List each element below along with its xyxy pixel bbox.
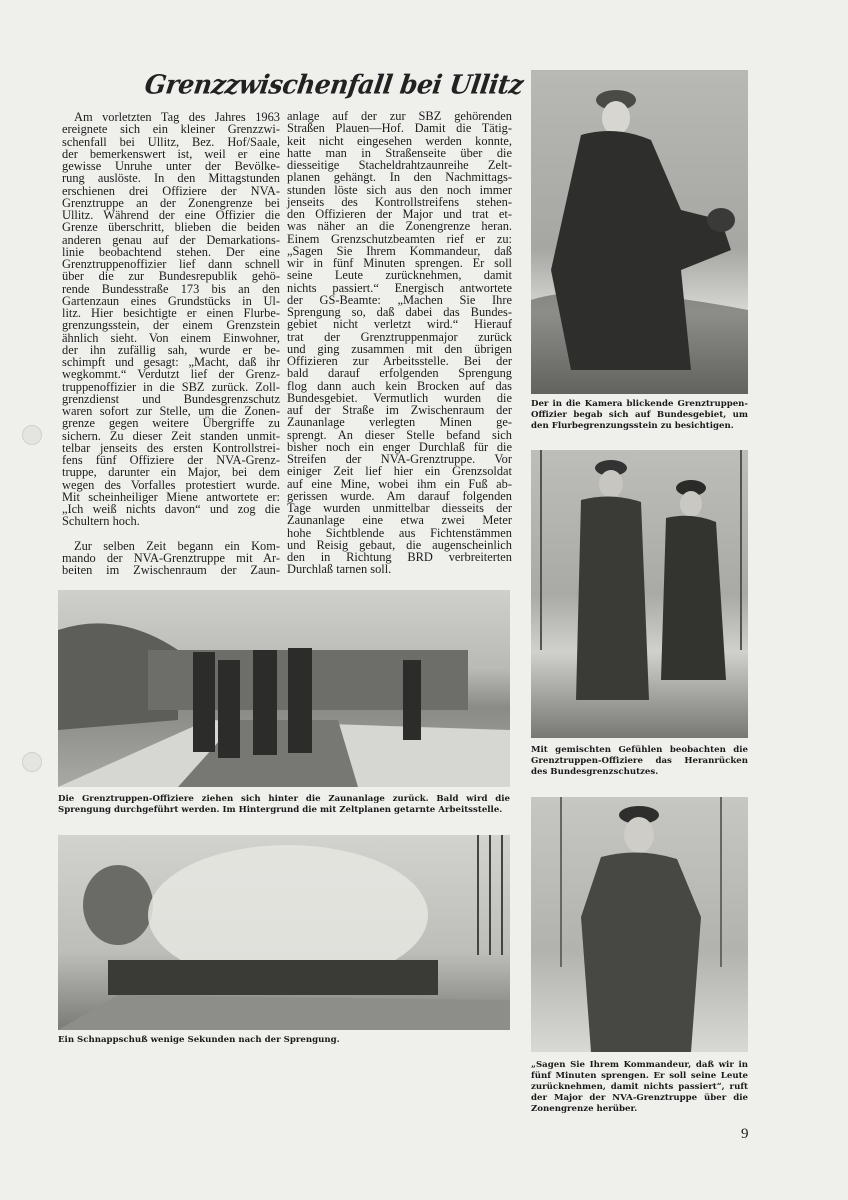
caption-line: Die Grenztruppen-Offiziere ziehen sich hinter die Zaunanlage zurück. Bald wird die <box>58 794 510 804</box>
text-line: Zaunanlage verlegten Minen ge- <box>287 415 512 430</box>
photo-major <box>531 797 748 1052</box>
text-line: sprengt. An dieser Stelle befand sich <box>287 427 512 442</box>
text-line: grenzungsstein, der einem Grenzstein <box>62 318 280 333</box>
text-line: Grenztruppenoffizier lief dann schnell <box>62 257 280 271</box>
text-line: litz. Hier besichtigte er einen Flurbe- <box>62 306 280 320</box>
text-line: der ihn zufällig sah, wurde er be- <box>62 342 280 357</box>
text-line: stunden löste sich aus den noch immer <box>287 182 512 197</box>
text-line: bisher noch ein enger Durchlaß für die <box>287 439 512 454</box>
text-line: mando der NVA-Grenztruppe mit Ar- <box>62 550 280 565</box>
text-line: hohe Sichtblende aus Fichtenstämmen <box>287 525 512 540</box>
text-line: rende Bundesstraße 173 bis an den <box>62 281 280 296</box>
text-line: Schultern hoch. <box>62 514 140 529</box>
text-line: Straßen Plauen—Hof. Damit die Tätig- <box>287 121 512 136</box>
text-line: Grenztruppe an der Zonengrenze bei <box>62 195 280 210</box>
text-line: der bemerkenswert ist, weil er eine <box>62 146 280 161</box>
caption-officers-retreat <box>58 794 510 816</box>
text-line: Durchlaß tarnen soll. <box>287 562 392 577</box>
text-line: schimpft und gesagt: „Macht, daß ihr <box>62 355 280 369</box>
text-line: anlage auf der zur SBZ gehörenden <box>287 109 512 123</box>
text-line: der GS-Beamte: „Machen Sie Ihre <box>287 292 512 307</box>
caption-explosion <box>58 1035 510 1046</box>
photo-officers-watching <box>531 450 748 738</box>
text-line: Bundesgebiet. Vermutlich wurden die <box>287 390 512 405</box>
text-line: trat der Grenztruppenmajor zurück <box>287 329 512 344</box>
text-line: Zaunanlage eine etwa zwei Meter <box>287 513 512 528</box>
text-line: truppe, darunter ein Major, bei dem <box>62 465 280 480</box>
text-line: Mit scheinheiliger Miene antwortete er: <box>62 489 280 504</box>
page-number: 9 <box>741 1126 749 1142</box>
text-line: Offizieren zur Arbeitsstelle. Bei der <box>287 354 512 368</box>
text-line: wir in fünf Minuten sprengen. Er soll <box>287 256 512 270</box>
text-line: planen gehängt. In den Nachmittags- <box>287 170 512 185</box>
text-line: gebiet nicht verletzt wird.“ Hierauf <box>287 317 512 332</box>
punch-hole <box>22 425 42 445</box>
text-line: sichern. Zu dieser Zeit standen unmit- <box>62 428 280 443</box>
text-line: „Ich weiß nichts davon“ und zog die <box>62 502 280 516</box>
text-line: Streifen der NVA-Grenztruppe. Vor <box>287 452 512 466</box>
caption-line: zurücknehmen, damit nichts passiert“, ruft <box>531 1082 748 1092</box>
text-line: grenze gegen weitere Übergriffe zu <box>62 416 280 431</box>
text-line: und ging zusammen mit den übrigen <box>287 341 512 356</box>
article-title: Grenzzwischenfall bei Ullitz <box>142 69 525 100</box>
text-line: flog dann auch kein Brocken auf das <box>287 378 512 393</box>
text-line: gewisse Unruhe unter der Bevölke- <box>62 159 280 173</box>
photo-explosion <box>58 835 510 1030</box>
text-line: truppenoffizier in die SBZ zurück. Zoll- <box>62 379 280 394</box>
text-line: Ullitz. Während der eine Offizier die <box>62 208 280 222</box>
text-line: über die zur Bundesrepublik gehö- <box>62 269 280 284</box>
text-line: was näher an die Zonengrenze heran. <box>287 219 512 234</box>
text-line: fens fünf Offiziere der NVA-Grenz- <box>62 453 280 467</box>
text-line: wegen des Vorfalles protestiert wurde. <box>62 477 280 492</box>
caption-officer-at-camera <box>531 399 748 432</box>
text-line: telbar jenseits des ersten Kontrollstrei- <box>62 440 280 455</box>
caption-line: fünf Minuten sprengen. Er soll seine Leute <box>531 1071 748 1081</box>
text-line: rung auslöste. In den Mittagstunden <box>62 171 280 186</box>
caption-line: Sprengung durchgeführt werden. Im Hintergrund die mit Zeltplanen getarnte Arbeitsstelle. <box>58 805 503 815</box>
text-line: diesseitige Stacheldrahtzaunreihe Zelt- <box>287 158 512 172</box>
caption-officers-watching <box>531 745 748 778</box>
text-line: den in Richtung BRD verbreiterten <box>287 550 512 564</box>
text-line: seine Leute zurücknehmen, damit <box>287 268 512 283</box>
text-line: auf eine Mine, wobei ihm ein Fuß ab- <box>287 476 512 491</box>
text-line: grenzdienst und Bundesgrenzschutz <box>62 391 280 406</box>
text-line: hatte man in Straßenseite über die <box>287 145 512 160</box>
text-line: keit nicht eingesehen werden konnte, <box>287 133 512 148</box>
text-line: schenfall bei Ullitz, Bez. Hof/Saale, <box>62 134 280 149</box>
text-line: jenseits des Kontrollstreifens stehen- <box>287 194 512 209</box>
text-line: Gartenzaun eines Grundstücks in Ul- <box>62 293 280 308</box>
caption-line: Der in die Kamera blickende Grenztruppen- <box>531 399 748 409</box>
text-line: beiten im Zwischenraum der Zaun- <box>62 563 280 577</box>
caption-line: der Major der NVA-Grenztruppe über die <box>531 1093 748 1103</box>
text-line: wegkommt.“ Verdutzt lief der Grenz- <box>62 367 280 382</box>
text-line: Sprengung so, daß dabei das Bundes- <box>287 305 512 319</box>
caption-line: den Flurbegrenzungsstein zu besichtigen. <box>531 421 734 431</box>
text-line: nichts passiert.“ Energisch antwortete <box>287 280 512 295</box>
caption-line: Mit gemischten Gefühlen beobachten die <box>531 745 748 755</box>
caption-line: Zonengrenze herüber. <box>531 1104 638 1114</box>
text-line: Einem Grenzschutzbeamten rief er zu: <box>287 231 512 246</box>
text-line: erschienen drei Offiziere der NVA- <box>62 183 280 198</box>
caption-line: „Sagen Sie Ihrem Kommandeur, daß wir in <box>531 1060 748 1070</box>
caption-line: des Bundesgrenzschutzes. <box>531 767 659 777</box>
photo-officers-retreat <box>58 590 510 787</box>
text-column-2 <box>287 110 512 576</box>
photo-officer-at-camera <box>531 70 748 394</box>
text-line: ähnlich sieht. Von einem Einwohner, <box>62 330 280 345</box>
text-line: bald darauf erfolgenden Sprengung <box>287 366 512 381</box>
text-line: linie beobachtend stehen. Der eine <box>62 244 280 259</box>
text-line: den Offizieren der Major und trat et- <box>287 207 512 221</box>
text-line: gerissen wurde. Am darauf folgenden <box>287 488 512 503</box>
caption-line: Grenztruppen-Offiziere das Heranrücken <box>531 756 748 766</box>
text-line: „Sagen Sie Ihrem Kommandeur, daß <box>287 243 512 258</box>
text-line: Am vorletzten Tag des Jahres 1963 <box>74 110 280 124</box>
text-line: waren sofort zur Stelle, um die Zonen- <box>62 404 280 418</box>
text-line: Tage wurden unmittelbar diesseits der <box>287 501 512 515</box>
text-line: auf der Straße im Zwischenraum der <box>287 403 512 417</box>
text-line: Grenze überschritt, blieben die beiden <box>62 220 280 235</box>
punch-hole <box>22 752 42 772</box>
text-line: und Reisig gebaut, die augenscheinlich <box>287 537 512 552</box>
caption-major <box>531 1060 748 1115</box>
text-line: Zur selben Zeit begann ein Kom- <box>74 538 280 553</box>
text-column-1 <box>62 111 280 576</box>
text-line: anderen genau auf der Demarkations- <box>62 232 280 247</box>
caption-line: Offizier begab sich auf Bundesgebiet, um <box>531 410 748 420</box>
caption-line: Ein Schnappschuß wenige Sekunden nach der Sprengung. <box>58 1035 340 1045</box>
text-line: einiger Zeit lief hier ein Grenzsoldat <box>287 464 512 479</box>
text-line: ereignete sich ein kleiner Grenzzwi- <box>62 122 280 137</box>
